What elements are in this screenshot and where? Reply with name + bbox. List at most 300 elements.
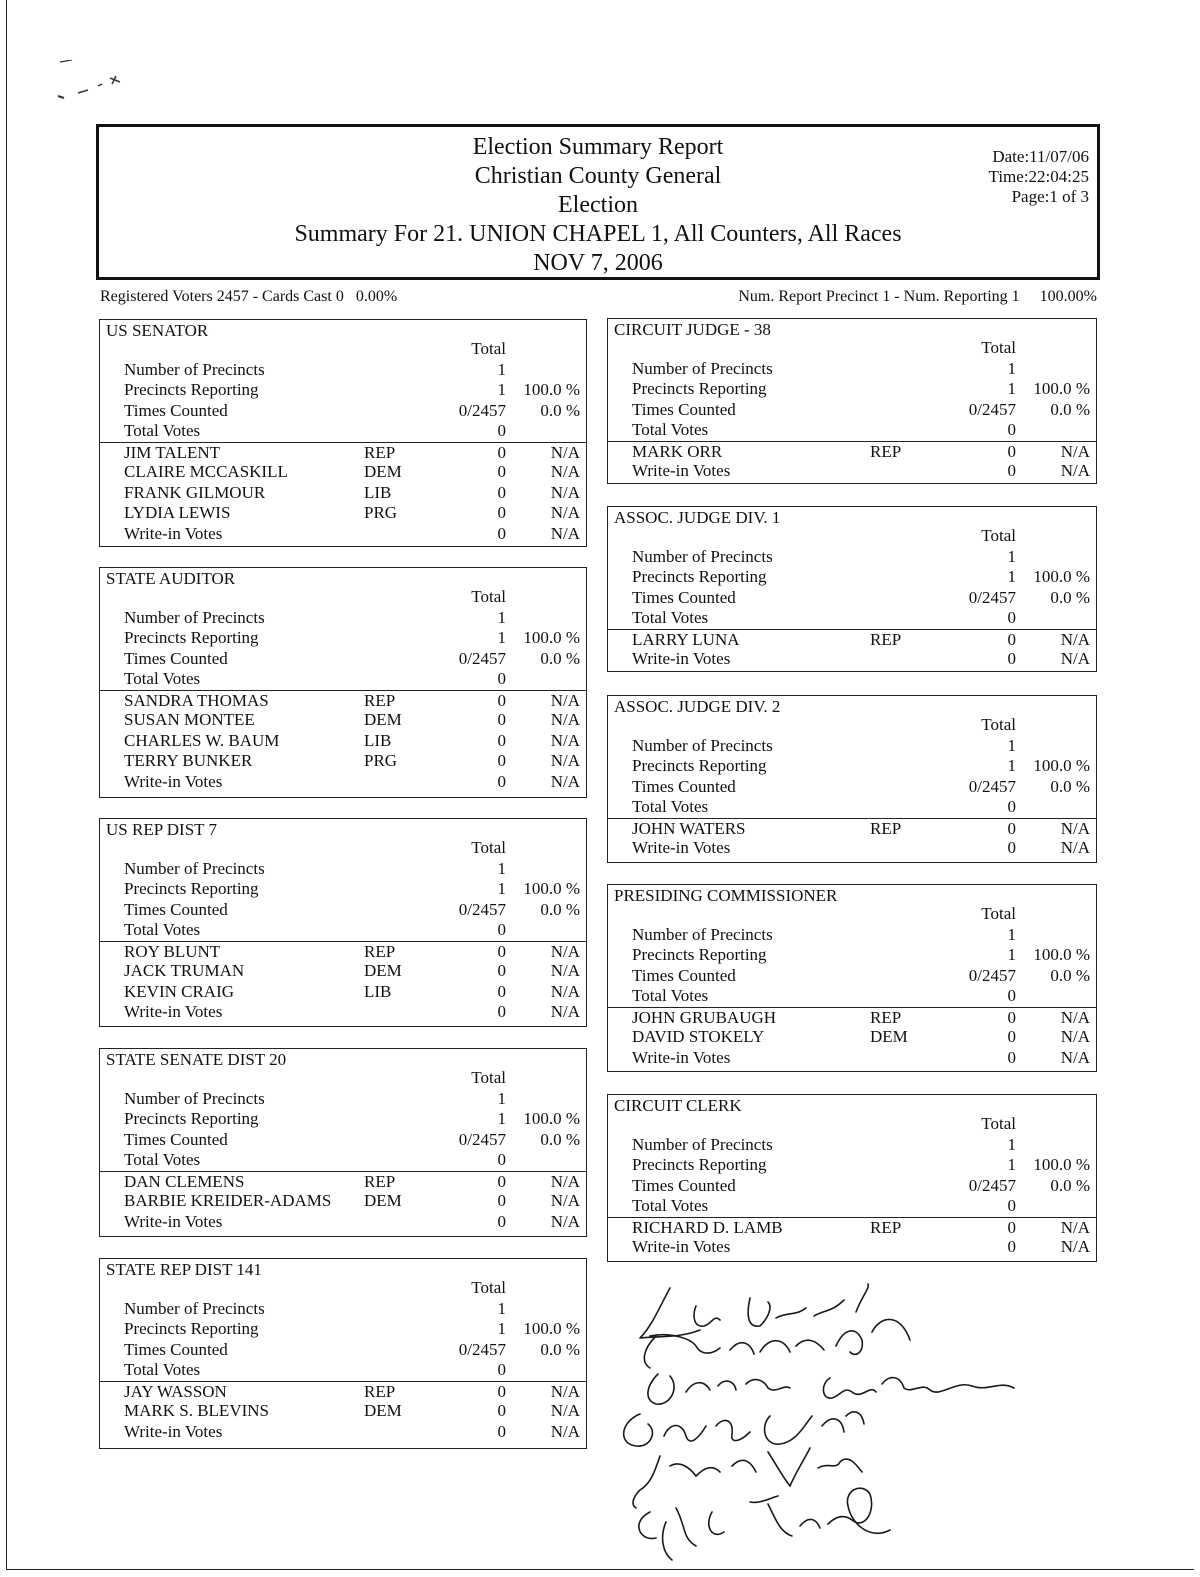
candidate-votes: 0 xyxy=(497,1002,506,1021)
total-votes-row xyxy=(608,1196,1096,1217)
race-results xyxy=(608,715,1096,859)
number-of-precincts-row xyxy=(100,360,586,381)
candidate-percent: N/A xyxy=(550,690,580,710)
candidate-name: CHARLES W. BAUM xyxy=(124,730,280,750)
title-line: Election xyxy=(558,192,638,218)
times-counted-percent: 0.0 % xyxy=(540,400,580,420)
total-votes-value: 0 xyxy=(1007,608,1016,627)
total-votes-value: 0 xyxy=(1007,986,1016,1005)
times-counted-value: 0/2457 xyxy=(968,587,1016,607)
race-results xyxy=(100,1278,586,1442)
total-votes-row xyxy=(608,986,1096,1007)
candidate-party: REP xyxy=(364,442,396,462)
candidate-name: JOHN WATERS xyxy=(632,818,746,838)
candidate-row xyxy=(608,818,1096,839)
precincts-reporting-percent: 100.0 % xyxy=(1033,1155,1090,1174)
candidate-party: DEM xyxy=(364,462,402,481)
candidate-percent: N/A xyxy=(550,503,580,522)
number-of-precincts-row xyxy=(608,359,1096,380)
number-of-precincts-label: Number of Precincts xyxy=(632,735,773,755)
candidate-votes: 0 xyxy=(497,482,506,502)
candidate-party: LIB xyxy=(364,730,392,750)
times-counted-label: Times Counted xyxy=(632,399,736,419)
total-votes-value: 0 xyxy=(497,1150,506,1169)
race-results xyxy=(100,1068,586,1232)
precincts-reporting-label: Precincts Reporting xyxy=(632,945,767,964)
candidate-name: MARK ORR xyxy=(632,441,723,461)
candidate-name: Write-in Votes xyxy=(632,649,731,668)
precincts-reporting-value: 1 xyxy=(497,380,506,399)
race-title: US SENATOR xyxy=(106,321,209,340)
candidate-name: LARRY LUNA xyxy=(632,629,740,649)
total-votes-row xyxy=(100,1150,586,1171)
candidate-party: DEM xyxy=(364,710,402,729)
candidate-row xyxy=(608,1217,1096,1238)
times-counted-value: 0/2457 xyxy=(968,1175,1016,1195)
race-results xyxy=(608,904,1096,1068)
candidate-votes: 0 xyxy=(497,690,506,710)
candidate-votes: 0 xyxy=(497,523,506,543)
candidate-row xyxy=(608,1048,1096,1069)
times-counted-row xyxy=(608,588,1096,609)
precincts-reporting-row xyxy=(100,879,586,900)
scan-mark xyxy=(50,60,140,110)
candidate-name: Write-in Votes xyxy=(632,838,731,857)
candidate-name: JAY WASSON xyxy=(124,1381,227,1401)
times-counted-percent: 0.0 % xyxy=(540,1339,580,1359)
candidate-votes: 0 xyxy=(1007,1007,1016,1027)
candidate-name: JIM TALENT xyxy=(124,442,221,462)
times-counted-label: Times Counted xyxy=(632,587,736,607)
total-votes-label: Total Votes xyxy=(632,1196,709,1215)
number-of-precincts-value: 1 xyxy=(497,858,506,878)
report-title xyxy=(99,133,1097,278)
candidate-percent: N/A xyxy=(550,751,580,770)
candidate-votes: 0 xyxy=(1007,1027,1016,1046)
candidate-percent: N/A xyxy=(1060,649,1090,668)
candidate-row xyxy=(100,982,586,1003)
candidate-name: KEVIN CRAIG xyxy=(124,981,235,1001)
candidate-row xyxy=(100,483,586,504)
candidate-votes: 0 xyxy=(1007,1047,1016,1067)
candidate-votes: 0 xyxy=(1007,1237,1016,1256)
candidate-name: RICHARD D. LAMB xyxy=(632,1217,783,1237)
candidate-row xyxy=(608,1237,1096,1258)
candidate-row xyxy=(100,941,586,962)
candidate-name: Write-in Votes xyxy=(632,1237,731,1256)
race-presiding-commissioner xyxy=(607,884,1097,1072)
candidate-name: Write-in Votes xyxy=(124,523,223,543)
total-header-label: Total xyxy=(471,587,506,606)
report-header xyxy=(96,124,1100,280)
times-counted-value: 0/2457 xyxy=(458,1339,506,1359)
race-assoc-judge-div-2 xyxy=(607,695,1097,863)
candidate-percent: N/A xyxy=(550,1191,580,1210)
candidate-votes: 0 xyxy=(1007,629,1016,649)
precincts-reporting-label: Precincts Reporting xyxy=(124,879,259,898)
candidate-row xyxy=(100,731,586,752)
candidate-row xyxy=(100,772,586,793)
candidate-percent: N/A xyxy=(1060,1027,1090,1046)
number-of-precincts-label: Number of Precincts xyxy=(124,607,265,627)
race-results xyxy=(100,838,586,1023)
times-counted-row xyxy=(608,400,1096,421)
number-of-precincts-row xyxy=(100,608,586,629)
race-title: ASSOC. JUDGE DIV. 1 xyxy=(614,508,781,527)
total-column-header xyxy=(608,1114,1096,1135)
candidate-party: DEM xyxy=(364,1401,402,1420)
precincts-reporting-label: Precincts Reporting xyxy=(124,1319,259,1338)
candidate-name: SANDRA THOMAS xyxy=(124,690,269,710)
candidate-name: Write-in Votes xyxy=(124,1421,223,1441)
precincts-reporting-row xyxy=(100,1319,586,1340)
candidate-votes: 0 xyxy=(1007,838,1016,857)
times-counted-value: 0/2457 xyxy=(458,1129,506,1149)
total-votes-row xyxy=(100,1360,586,1381)
number-of-precincts-label: Number of Precincts xyxy=(632,546,773,566)
times-counted-row xyxy=(100,401,586,422)
candidate-row xyxy=(100,1422,586,1443)
precincts-reporting-label: Precincts Reporting xyxy=(124,1109,259,1128)
race-circuit-judge-38 xyxy=(607,318,1097,484)
total-votes-value: 0 xyxy=(1007,797,1016,816)
total-header-label: Total xyxy=(471,1278,506,1297)
race-circuit-clerk xyxy=(607,1094,1097,1262)
candidate-name: JACK TRUMAN xyxy=(124,961,245,980)
candidate-row xyxy=(100,462,586,483)
times-counted-row xyxy=(608,966,1096,987)
title-line: Election Summary Report xyxy=(472,134,724,160)
precincts-reporting-percent: 100.0 % xyxy=(523,1109,580,1128)
candidate-votes: 0 xyxy=(497,462,506,481)
candidate-votes: 0 xyxy=(497,961,506,980)
race-results xyxy=(100,587,586,792)
precincts-reporting-value: 1 xyxy=(1007,379,1016,398)
number-of-precincts-row xyxy=(100,1089,586,1110)
total-column-header xyxy=(100,339,586,360)
total-votes-label: Total Votes xyxy=(124,1150,201,1169)
candidate-votes: 0 xyxy=(1007,1217,1016,1237)
precincts-reporting-label: Precincts Reporting xyxy=(124,628,259,647)
total-column-header xyxy=(608,715,1096,736)
times-counted-label: Times Counted xyxy=(124,899,228,919)
race-title: STATE SENATE DIST 20 xyxy=(106,1050,287,1069)
precincts-reporting-percent: 100.0 % xyxy=(1033,379,1090,398)
times-counted-label: Times Counted xyxy=(632,965,736,985)
candidate-party: LIB xyxy=(364,981,392,1001)
precincts-reporting-percent: 100.0 % xyxy=(523,1319,580,1338)
candidate-percent: N/A xyxy=(1060,1007,1090,1027)
total-header-label: Total xyxy=(981,1114,1016,1133)
candidate-party: LIB xyxy=(364,482,392,502)
total-votes-label: Total Votes xyxy=(124,1360,201,1379)
times-counted-value: 0/2457 xyxy=(458,899,506,919)
precincts-reporting-value: 1 xyxy=(1007,567,1016,586)
candidate-row xyxy=(100,751,586,772)
candidate-row xyxy=(608,1007,1096,1028)
total-column-header xyxy=(608,526,1096,547)
total-votes-value: 0 xyxy=(497,669,506,688)
candidate-party: REP xyxy=(870,1217,902,1237)
report-time: Time:22:04:25 xyxy=(988,167,1089,186)
candidate-row xyxy=(100,710,586,731)
total-votes-label: Total Votes xyxy=(124,920,201,939)
candidate-votes: 0 xyxy=(497,1191,506,1210)
candidate-party: REP xyxy=(364,1171,396,1191)
candidate-name: CLAIRE MCCASKILL xyxy=(124,462,288,481)
candidate-party: REP xyxy=(870,818,902,838)
race-results xyxy=(608,338,1096,482)
candidate-name: Write-in Votes xyxy=(632,1047,731,1067)
candidate-name: Write-in Votes xyxy=(124,1002,223,1021)
candidate-row xyxy=(100,690,586,711)
candidate-votes: 0 xyxy=(1007,649,1016,668)
number-of-precincts-row xyxy=(608,1135,1096,1156)
precincts-reporting-percent: 100.0 % xyxy=(523,879,580,898)
precincts-reporting-row xyxy=(608,945,1096,966)
total-votes-value: 0 xyxy=(497,920,506,939)
candidate-party: DEM xyxy=(364,1191,402,1210)
number-of-precincts-value: 1 xyxy=(1007,1134,1016,1154)
total-column-header xyxy=(608,904,1096,925)
precincts-reporting-percent: 100.0 % xyxy=(523,380,580,399)
candidate-name: BARBIE KREIDER-ADAMS xyxy=(124,1191,332,1210)
precincts-reporting-percent: 100.0 % xyxy=(1033,756,1090,775)
precincts-reporting-value: 1 xyxy=(1007,945,1016,964)
times-counted-row xyxy=(100,900,586,921)
title-line: Summary For 21. UNION CHAPEL 1, All Counters, All Races xyxy=(294,221,902,247)
candidate-percent: N/A xyxy=(550,1381,580,1401)
total-votes-label: Total Votes xyxy=(124,421,201,440)
candidate-name: MARK S. BLEVINS xyxy=(124,1401,269,1420)
race-state-auditor xyxy=(99,567,587,798)
report-page: Page:1 of 3 xyxy=(1011,187,1089,206)
times-counted-percent: 0.0 % xyxy=(1050,399,1090,419)
candidate-percent: N/A xyxy=(1060,1237,1090,1256)
precincts-reporting-value: 1 xyxy=(497,879,506,898)
total-votes-row xyxy=(608,608,1096,629)
times-counted-value: 0/2457 xyxy=(458,648,506,668)
number-of-precincts-value: 1 xyxy=(497,1298,506,1318)
precincts-reporting-row xyxy=(608,567,1096,588)
number-of-precincts-label: Number of Precincts xyxy=(124,359,265,379)
candidate-votes: 0 xyxy=(497,771,506,791)
number-of-precincts-label: Number of Precincts xyxy=(124,1088,265,1108)
report-date: Date:11/07/06 xyxy=(992,147,1089,166)
precincts-reporting-label: Precincts Reporting xyxy=(632,567,767,586)
total-votes-value: 0 xyxy=(1007,420,1016,439)
precincts-reporting-row xyxy=(608,379,1096,400)
total-header-label: Total xyxy=(981,338,1016,357)
candidate-percent: N/A xyxy=(550,462,580,481)
precincts-reporting-row xyxy=(608,756,1096,777)
candidate-percent: N/A xyxy=(550,482,580,502)
total-votes-label: Total Votes xyxy=(632,986,709,1005)
precincts-reporting-label: Precincts Reporting xyxy=(632,1155,767,1174)
candidate-party: DEM xyxy=(364,961,402,980)
candidate-percent: N/A xyxy=(550,710,580,729)
candidate-votes: 0 xyxy=(497,751,506,770)
candidate-row xyxy=(100,524,586,545)
candidate-percent: N/A xyxy=(550,1211,580,1231)
total-header-label: Total xyxy=(981,715,1016,734)
race-title: STATE AUDITOR xyxy=(106,569,236,588)
candidate-row xyxy=(608,629,1096,650)
precincts-reporting-label: Precincts Reporting xyxy=(124,380,259,399)
race-assoc-judge-div-1 xyxy=(607,506,1097,672)
precincts-reporting-label: Precincts Reporting xyxy=(632,756,767,775)
number-of-precincts-value: 1 xyxy=(1007,358,1016,378)
candidate-percent: N/A xyxy=(550,771,580,791)
total-column-header xyxy=(100,1278,586,1299)
candidate-votes: 0 xyxy=(497,981,506,1001)
total-column-header xyxy=(100,587,586,608)
times-counted-label: Times Counted xyxy=(124,1129,228,1149)
times-counted-label: Times Counted xyxy=(632,1175,736,1195)
candidate-name: FRANK GILMOUR xyxy=(124,482,266,502)
candidate-percent: N/A xyxy=(1060,461,1090,480)
candidate-party: REP xyxy=(364,941,396,961)
candidate-name: DAVID STOKELY xyxy=(632,1027,765,1046)
total-header-label: Total xyxy=(981,904,1016,923)
times-counted-value: 0/2457 xyxy=(968,965,1016,985)
title-line: Christian County General xyxy=(474,163,722,189)
total-votes-row xyxy=(100,920,586,941)
race-state-rep-dist-141 xyxy=(99,1258,587,1449)
candidate-votes: 0 xyxy=(1007,461,1016,480)
candidate-name: DAN CLEMENS xyxy=(124,1171,245,1191)
times-counted-label: Times Counted xyxy=(124,400,228,420)
candidate-percent: N/A xyxy=(1060,1047,1090,1067)
candidate-row xyxy=(100,1191,586,1212)
total-votes-row xyxy=(608,797,1096,818)
number-of-precincts-label: Number of Precincts xyxy=(632,924,773,944)
candidate-party: DEM xyxy=(870,1027,908,1046)
candidate-row xyxy=(608,461,1096,482)
total-header-label: Total xyxy=(471,339,506,358)
total-header-label: Total xyxy=(471,838,506,857)
times-counted-percent: 0.0 % xyxy=(1050,1175,1090,1195)
race-title: STATE REP DIST 141 xyxy=(106,1260,262,1279)
number-of-precincts-value: 1 xyxy=(1007,735,1016,755)
race-title: PRESIDING COMMISSIONER xyxy=(614,886,838,905)
candidate-row xyxy=(100,1002,586,1023)
number-of-precincts-value: 1 xyxy=(1007,546,1016,566)
number-of-precincts-label: Number of Precincts xyxy=(632,1134,773,1154)
total-votes-row xyxy=(608,420,1096,441)
candidate-votes: 0 xyxy=(497,1421,506,1441)
times-counted-percent: 0.0 % xyxy=(540,1129,580,1149)
times-counted-percent: 0.0 % xyxy=(540,648,580,668)
total-votes-value: 0 xyxy=(497,1360,506,1379)
candidate-party: REP xyxy=(870,629,902,649)
precincts-reporting-row xyxy=(100,1109,586,1130)
candidate-party: PRG xyxy=(364,751,398,770)
times-counted-label: Times Counted xyxy=(124,648,228,668)
times-counted-value: 0/2457 xyxy=(968,776,1016,796)
total-column-header xyxy=(608,338,1096,359)
candidate-row xyxy=(100,503,586,524)
candidate-row xyxy=(100,1171,586,1192)
times-counted-percent: 0.0 % xyxy=(1050,587,1090,607)
total-votes-label: Total Votes xyxy=(632,797,709,816)
candidate-name: TERRY BUNKER xyxy=(124,751,253,770)
reporting-summary: Num. Report Precinct 1 - Num. Reporting 1 100.00% xyxy=(738,288,1097,305)
candidate-votes: 0 xyxy=(497,442,506,462)
candidate-votes: 0 xyxy=(497,1171,506,1191)
candidate-votes: 0 xyxy=(497,1381,506,1401)
candidate-row xyxy=(100,442,586,463)
race-results xyxy=(608,1114,1096,1258)
precincts-reporting-value: 1 xyxy=(497,1109,506,1128)
race-results xyxy=(608,526,1096,670)
number-of-precincts-row xyxy=(100,859,586,880)
candidate-name: JOHN GRUBAUGH xyxy=(632,1007,777,1027)
candidate-votes: 0 xyxy=(1007,441,1016,461)
times-counted-label: Times Counted xyxy=(632,776,736,796)
candidate-row xyxy=(100,1212,586,1233)
candidate-party: REP xyxy=(364,1381,396,1401)
candidate-votes: 0 xyxy=(497,1211,506,1231)
precincts-reporting-row xyxy=(100,380,586,401)
number-of-precincts-row xyxy=(608,547,1096,568)
number-of-precincts-value: 1 xyxy=(497,607,506,627)
candidate-percent: N/A xyxy=(550,941,580,961)
precincts-reporting-percent: 100.0 % xyxy=(1033,567,1090,586)
times-counted-row xyxy=(608,1176,1096,1197)
candidate-votes: 0 xyxy=(497,503,506,522)
candidate-party: REP xyxy=(870,1007,902,1027)
number-of-precincts-label: Number of Precincts xyxy=(632,358,773,378)
title-line: NOV 7, 2006 xyxy=(533,250,663,276)
candidate-party: REP xyxy=(364,690,396,710)
times-counted-row xyxy=(100,649,586,670)
race-title: US REP DIST 7 xyxy=(106,820,217,839)
number-of-precincts-value: 1 xyxy=(1007,924,1016,944)
candidate-name: Write-in Votes xyxy=(632,461,731,480)
candidate-party: PRG xyxy=(364,503,398,522)
candidate-percent: N/A xyxy=(550,981,580,1001)
number-of-precincts-row xyxy=(608,736,1096,757)
registered-voters-summary: Registered Voters 2457 - Cards Cast 0 0.00% xyxy=(100,288,398,305)
precincts-reporting-label: Precincts Reporting xyxy=(632,379,767,398)
candidate-row xyxy=(608,838,1096,859)
precincts-reporting-value: 1 xyxy=(1007,756,1016,775)
times-counted-row xyxy=(608,777,1096,798)
times-counted-value: 0/2457 xyxy=(968,399,1016,419)
candidate-percent: N/A xyxy=(1060,1217,1090,1237)
precincts-reporting-value: 1 xyxy=(497,628,506,647)
candidate-percent: N/A xyxy=(1060,838,1090,857)
candidate-percent: N/A xyxy=(550,442,580,462)
candidate-votes: 0 xyxy=(497,941,506,961)
race-title: CIRCUIT CLERK xyxy=(614,1096,742,1115)
candidate-percent: N/A xyxy=(550,1002,580,1021)
candidate-row xyxy=(100,1381,586,1402)
times-counted-percent: 0.0 % xyxy=(1050,965,1090,985)
precincts-reporting-row xyxy=(608,1155,1096,1176)
candidate-percent: N/A xyxy=(1060,818,1090,838)
total-column-header xyxy=(100,838,586,859)
total-votes-value: 0 xyxy=(1007,1196,1016,1215)
total-column-header xyxy=(100,1068,586,1089)
candidate-name: Write-in Votes xyxy=(124,771,223,791)
total-votes-label: Total Votes xyxy=(124,669,201,688)
report-meta xyxy=(989,147,1089,207)
race-title: ASSOC. JUDGE DIV. 2 xyxy=(614,697,781,716)
candidate-party: REP xyxy=(870,441,902,461)
total-header-label: Total xyxy=(471,1068,506,1087)
